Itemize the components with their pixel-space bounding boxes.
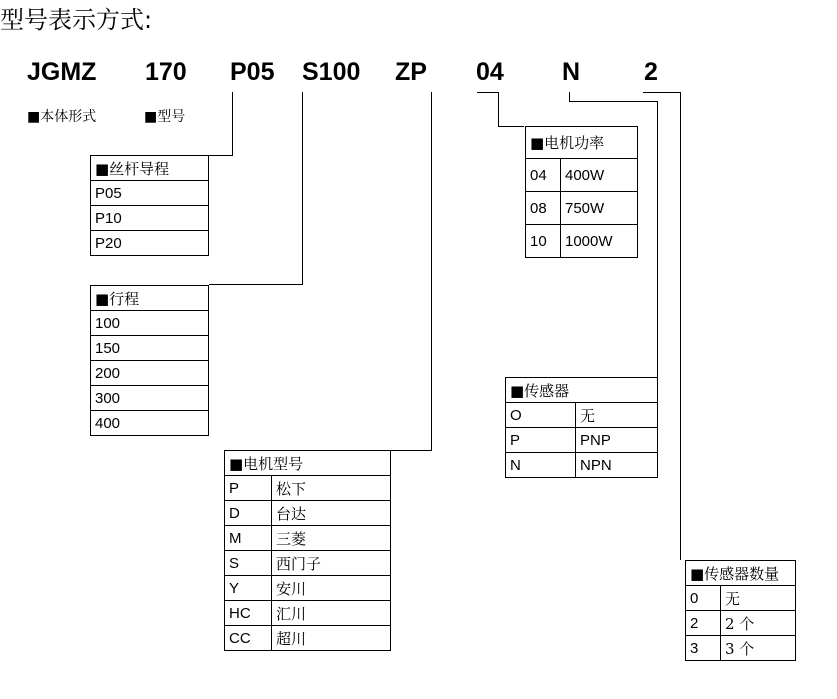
table-stroke-cell: 100 [91,311,209,336]
table-lead-cell: P05 [91,181,209,206]
table-stroke-cell: 200 [91,361,209,386]
table-lead-header: ■丝杆导程 [91,156,209,181]
sensor-type: 无 [576,403,658,428]
motor-power-value: 1000W [561,225,638,258]
motor-type-code: Y [225,576,272,601]
code-motor-power: 04 [476,58,504,86]
motor-type-brand: 松下 [272,476,391,501]
motor-power-value: 400W [561,159,638,192]
sensor-count-code: 3 [686,636,721,661]
code-sensor: N [562,58,581,86]
motor-power-value: 750W [561,192,638,225]
table-stroke-cell: 150 [91,336,209,361]
motor-power-code: 04 [526,159,561,192]
connector-stroke [209,92,303,285]
sensor-count-code: 0 [686,586,721,611]
table-stroke [90,285,209,436]
motor-type-code: P [225,476,272,501]
motor-type-brand: 汇川 [272,601,391,626]
code-sensor-count: 2 [644,58,658,86]
motor-power-code: 10 [526,225,561,258]
code-body-form: JGMZ [27,58,97,86]
sensor-count-value: 无 [721,586,796,611]
table-stroke-cell: 400 [91,411,209,436]
table-motor-type-header: ■电机型号 [225,451,391,476]
motor-type-brand: 超川 [272,626,391,651]
motor-type-code: CC [225,626,272,651]
connector-lead [209,92,233,156]
table-lead-cell: P10 [91,206,209,231]
sensor-count-value: 3 个 [721,636,796,661]
sensor-code: O [506,403,576,428]
sensor-count-value: 2 个 [721,611,796,636]
code-lead: P05 [230,58,275,86]
page-title: 型号表示方式: [0,6,153,34]
code-stroke: S100 [302,58,361,86]
table-stroke-cell: 300 [91,386,209,411]
table-sensor-count-header: ■传感器数量 [686,561,796,586]
motor-type-code: D [225,501,272,526]
code-motor-type: ZP [395,58,427,86]
sensor-code: N [506,453,576,478]
motor-type-brand: 安川 [272,576,391,601]
connector-sensor-count [643,93,681,561]
table-sensor-count [685,560,796,661]
connector-motor-type [391,92,432,451]
table-lead [90,155,209,256]
body-form-label: ■本体形式 [27,109,97,125]
motor-type-code: HC [225,601,272,626]
motor-type-brand: 西门子 [272,551,391,576]
model-label: ■型号 [144,109,186,125]
motor-type-code: S [225,551,272,576]
sensor-type: NPN [576,453,658,478]
motor-type-brand: 三菱 [272,526,391,551]
table-sensor [505,377,658,478]
table-stroke-header: ■行程 [91,286,209,311]
table-motor-power-header: ■电机功率 [526,127,638,159]
table-sensor-header: ■传感器 [506,378,658,403]
table-lead-cell: P20 [91,231,209,256]
sensor-count-code: 2 [686,611,721,636]
table-motor-power [525,126,638,258]
motor-type-code: M [225,526,272,551]
motor-power-code: 08 [526,192,561,225]
code-model: 170 [145,58,187,86]
motor-type-brand: 台达 [272,501,391,526]
sensor-type: PNP [576,428,658,453]
sensor-code: P [506,428,576,453]
table-motor-type [224,450,391,651]
connector-motor-power [477,93,524,127]
